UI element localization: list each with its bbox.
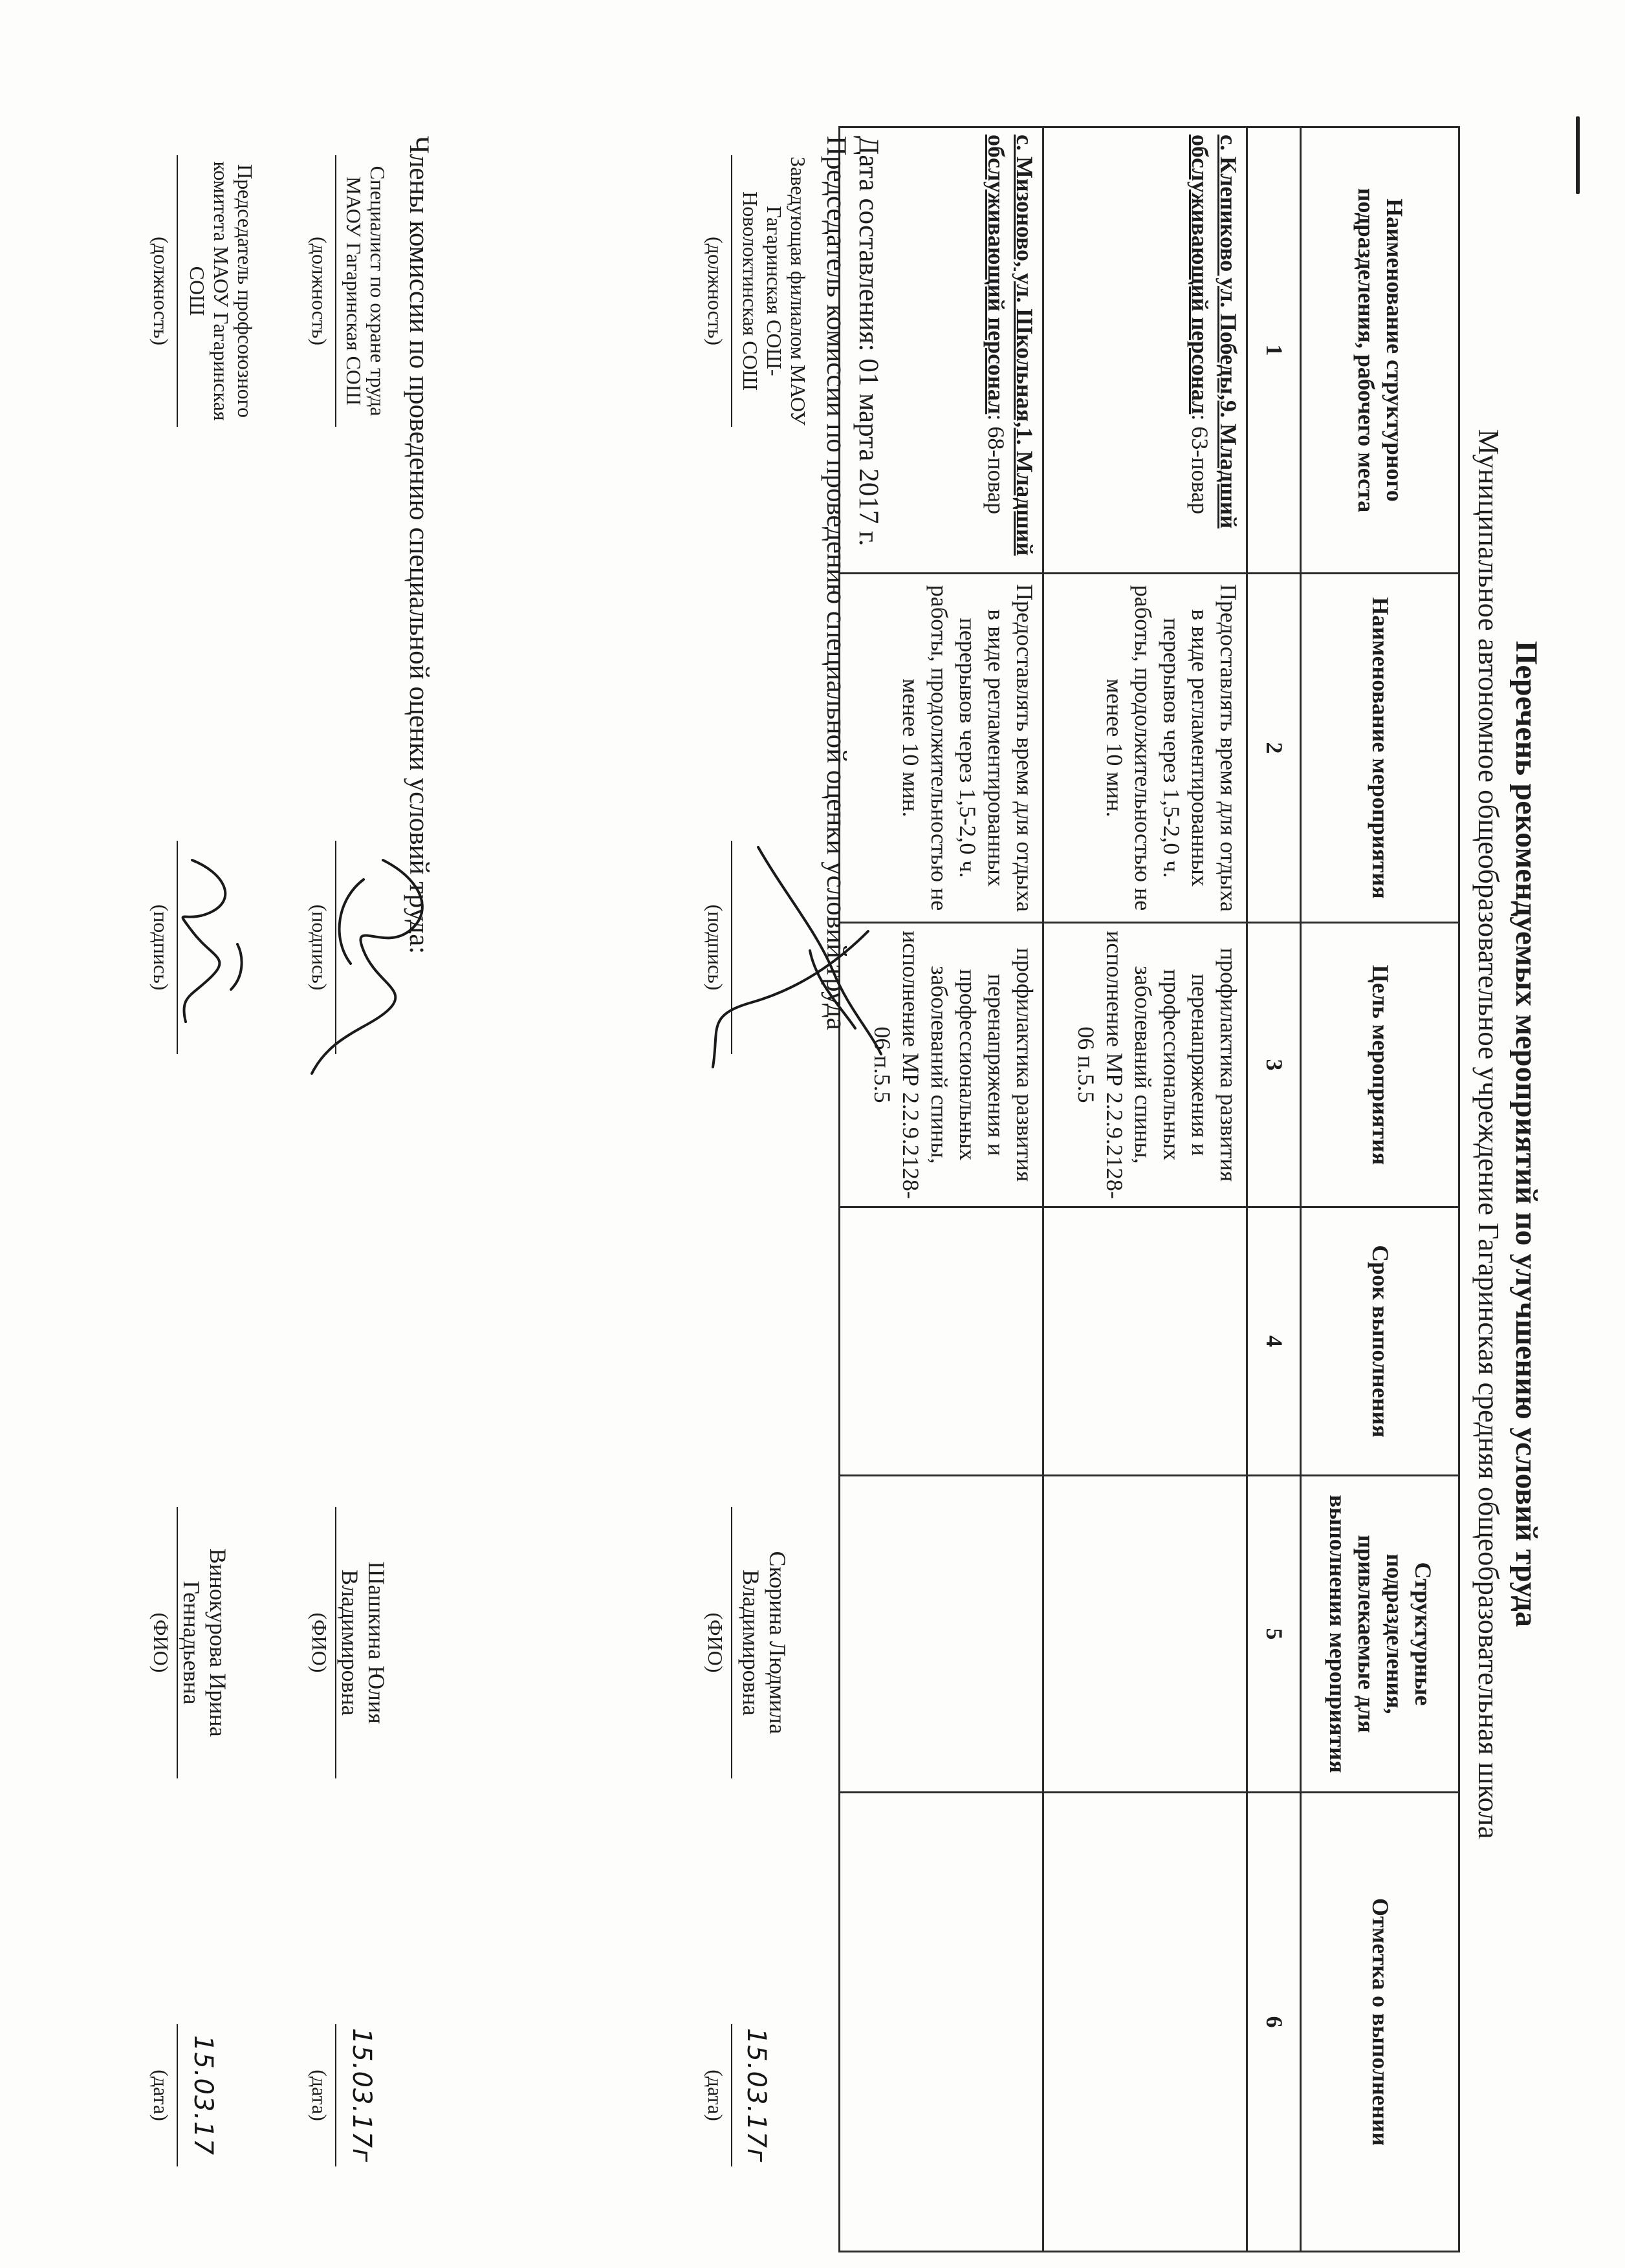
date-underline bbox=[731, 2024, 732, 2166]
fio-caption: (ФИО) bbox=[704, 1612, 727, 1673]
workplace-position: : 63-повар bbox=[1187, 414, 1214, 515]
handwritten-date: 15.03.17 bbox=[188, 2035, 218, 2156]
header-measure: Наименование мероприятия bbox=[1301, 574, 1459, 923]
fio-caption: (ФИО) bbox=[149, 1612, 173, 1673]
signature-underline bbox=[731, 841, 732, 1054]
handwritten-signature bbox=[700, 834, 894, 1106]
compilation-date: Дата составления: 01 марта 2017 г. bbox=[853, 136, 884, 546]
fio-underline bbox=[177, 1507, 178, 1778]
completion-mark-cell bbox=[1043, 1793, 1247, 2252]
signatory-row bbox=[140, 0, 257, 2268]
table-row bbox=[1043, 127, 1247, 2252]
departments-cell bbox=[840, 1476, 1043, 1793]
date-underline bbox=[177, 2024, 178, 2166]
position-caption: (должность) bbox=[704, 237, 727, 345]
completion-mark-cell bbox=[840, 1793, 1043, 2252]
measure-cell: Предоставлять время для отдыха в виде регламентированных перерывов через 1,5-2,0 ч. работы, продолжительностью не менее 10 мин. bbox=[1043, 574, 1247, 923]
deadline-cell bbox=[1043, 1207, 1247, 1476]
column-number: 3 bbox=[1247, 923, 1301, 1207]
header-completion-mark: Отметка о выполнении bbox=[1301, 1793, 1459, 2252]
position-underline bbox=[731, 155, 732, 427]
deadline-cell bbox=[840, 1207, 1043, 1476]
departments-cell bbox=[1043, 1476, 1247, 1793]
document-title: Перечень рекомендуемых мероприятий по улучшению условий труда bbox=[1509, 640, 1543, 1628]
signature-underline bbox=[177, 841, 178, 1054]
fio-underline bbox=[731, 1507, 732, 1778]
position-underline bbox=[335, 155, 336, 427]
scan-mark bbox=[1576, 116, 1580, 194]
signature-caption: (подпись) bbox=[308, 904, 331, 991]
commission-members-label: Члены комиссии по проведению специальной оценки условий труда: bbox=[404, 136, 434, 955]
commission-chair-label: Председатель комиссии по проведению специальной оценки условий труда bbox=[821, 136, 851, 1030]
column-number: 4 bbox=[1247, 1207, 1301, 1476]
date-caption: (дата) bbox=[149, 2069, 173, 2121]
handwritten-date: 15.03.17г bbox=[741, 2027, 771, 2163]
date-underline bbox=[335, 2024, 336, 2166]
signature-caption: (подпись) bbox=[704, 904, 727, 991]
signature-caption: (подпись) bbox=[149, 904, 173, 991]
signatory-position: Председатель профсоюзного комитета МАОУ Гагаринская СОШ bbox=[186, 161, 257, 421]
workplace-name: с. Клепиково ул. Победы,9. Младший обслуживающий персонал bbox=[1187, 135, 1241, 529]
position-caption: (должность) bbox=[308, 237, 331, 345]
goal-cell: профилактика развития перенапряжения и профессиональных заболеваний спины, исполнение МР 2.2.9.2128-06 п.5.5 bbox=[840, 923, 1043, 1207]
signatory-fio: Шашкина Юлия Владимировна bbox=[336, 1561, 389, 1724]
workplace-name: с. Мизоново, ул. Школьная,1. Младший обслуживающий персонал bbox=[983, 135, 1038, 556]
position-underline bbox=[177, 155, 178, 427]
goal-cell: профилактика развития перенапряжения и профессиональных заболеваний спины, исполнение МР 2.2.9.2128-06 п.5.5 bbox=[1043, 923, 1247, 1207]
header-department: Наименование структурного подразделения, рабочего места bbox=[1301, 127, 1459, 574]
position-caption: (должность) bbox=[149, 237, 173, 345]
fio-caption: (ФИО) bbox=[308, 1612, 331, 1673]
workplace-cell bbox=[1043, 127, 1247, 574]
signatory-position: Заведующая филиалом МАОУ Гагаринская СОШ-Новолоктинская СОШ bbox=[739, 157, 810, 426]
date-caption: (дата) bbox=[704, 2069, 727, 2121]
signatory-fio: Скорина Людмила Владимировна bbox=[737, 1551, 791, 1734]
measure-cell: Предоставлять время для отдыха в виде регламентированных перерывов через 1,5-2,0 ч. работы, продолжительностью не менее 10 мин. bbox=[840, 574, 1043, 923]
header-goal: Цель мероприятия bbox=[1301, 923, 1459, 1207]
column-number: 5 bbox=[1247, 1476, 1301, 1793]
column-number: 2 bbox=[1247, 574, 1301, 923]
signatory-fio: Винокурова Ирина Геннадьевна bbox=[178, 1548, 231, 1737]
signatory-position: Специалист по охране труда МАОУ Гагаринская СОШ bbox=[342, 166, 389, 416]
handwritten-date: 15.03.17г bbox=[347, 2027, 376, 2163]
header-deadline: Срок выполнения bbox=[1301, 1207, 1459, 1476]
handwritten-signature bbox=[160, 847, 263, 1041]
signatory-row bbox=[693, 0, 810, 2268]
column-number: 6 bbox=[1247, 1793, 1301, 2252]
workplace-position: : 68-повар bbox=[983, 414, 1010, 515]
column-number: 1 bbox=[1247, 127, 1301, 574]
measures-table bbox=[838, 126, 1460, 2252]
fio-underline bbox=[335, 1507, 336, 1778]
signatory-row bbox=[273, 0, 389, 2268]
organization-name: Муниципальное автономное общеобразовательное учреждение Гагаринская средняя общеобразовательная школа bbox=[1472, 429, 1505, 1839]
header-departments-involved: Структурные подразделения, привлекаемые для выполнения мероприятия bbox=[1301, 1476, 1459, 1793]
date-caption: (дата) bbox=[308, 2069, 331, 2121]
signature-underline bbox=[335, 841, 336, 1054]
